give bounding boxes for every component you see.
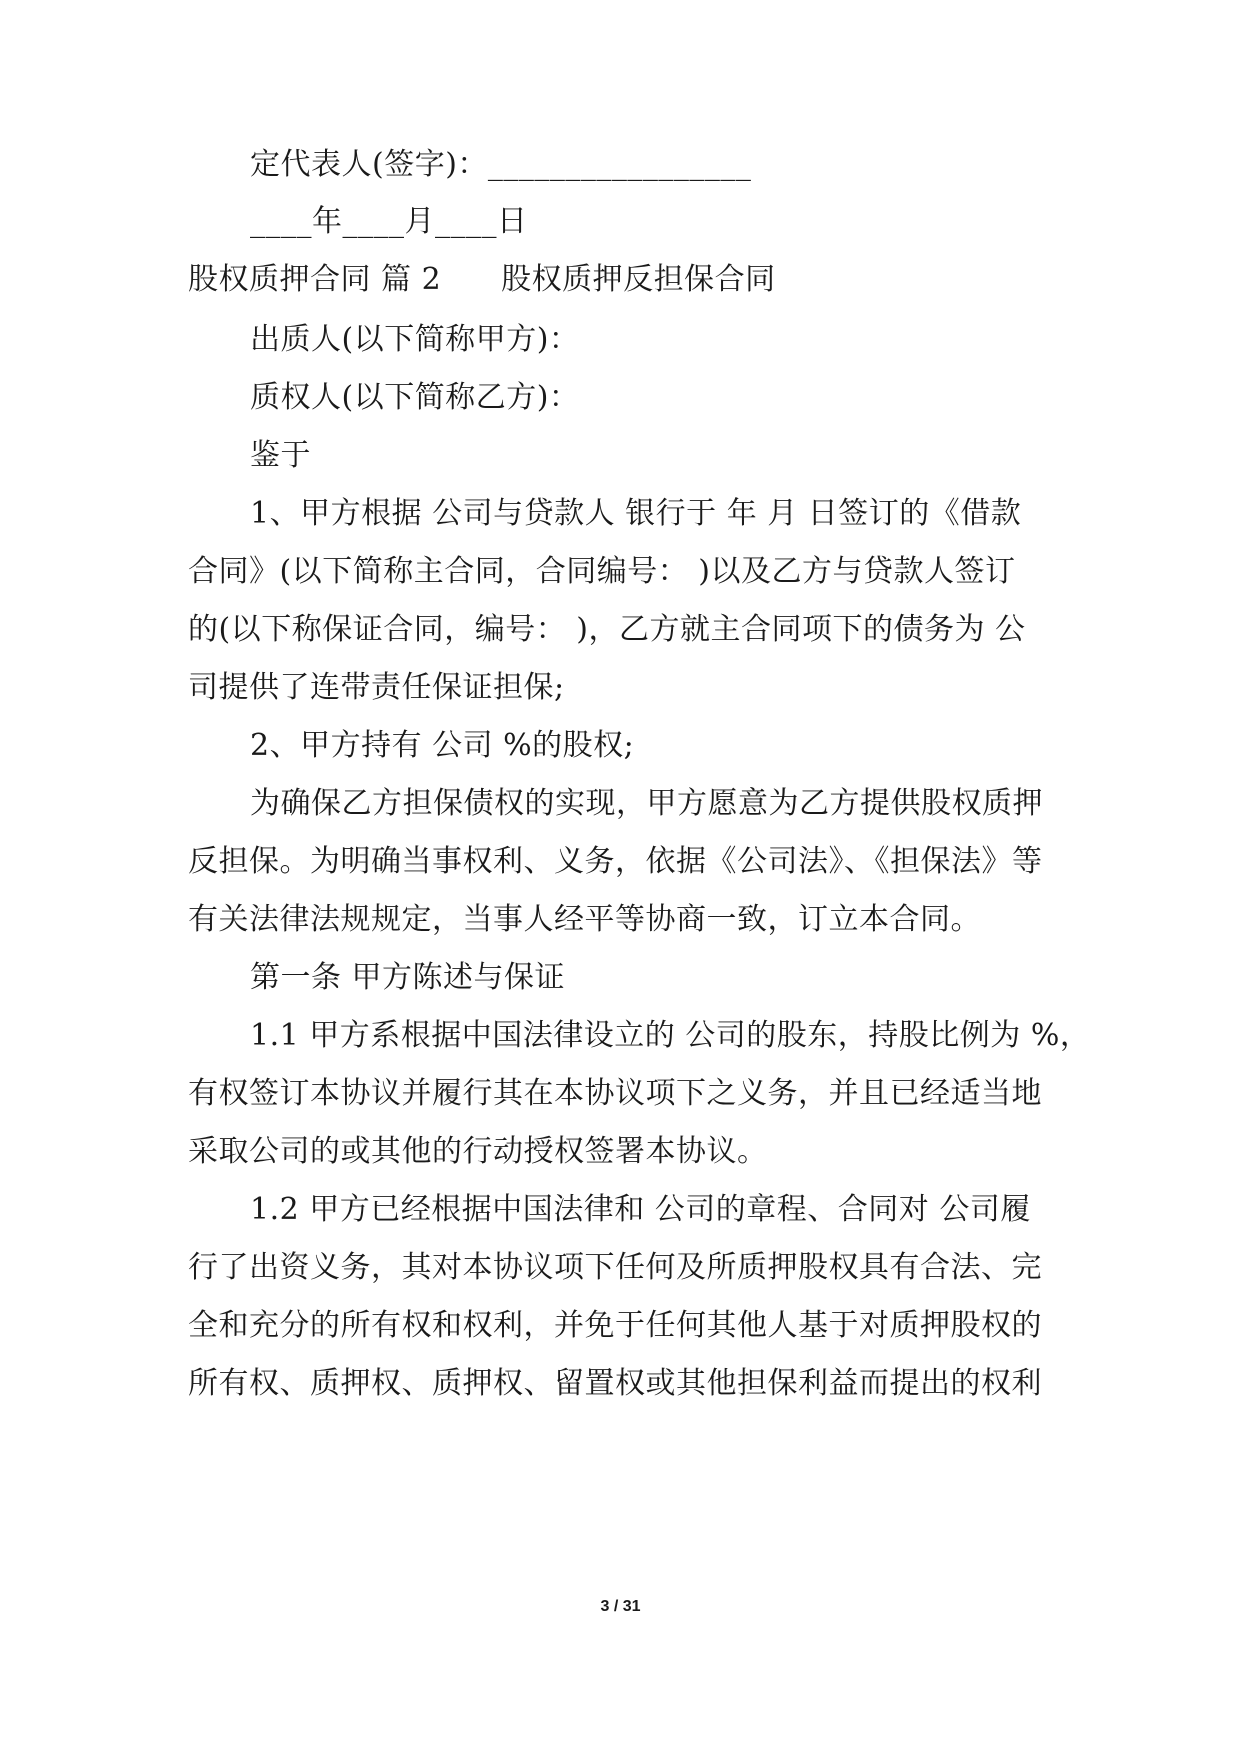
clause-1-line: 司提供了连带责任保证担保; <box>188 670 565 705</box>
title-line <box>188 260 776 300</box>
clause-1-line: 1、甲方根据 公司与贷款人 银行于 年 月 日签订的《借款 <box>250 496 1022 531</box>
purpose-line: 为确保乙方担保债权的实现，甲方愿意为乙方提供股权质押 <box>250 786 1043 821</box>
clause-2-line: 2、甲方持有 公司 %的股权; <box>250 728 635 763</box>
article-1-1-line: 有权签订本协议并履行其在本协议项下之义务，并且已经适当地 <box>188 1076 1042 1111</box>
whereas-heading: 鉴于 <box>250 438 311 473</box>
purpose-line: 有关法律法规规定，当事人经平等协商一致，订立本合同。 <box>188 902 981 937</box>
article-1-heading: 第一条 甲方陈述与保证 <box>250 960 566 995</box>
pledgor-line: 出质人(以下简称甲方)： <box>250 322 580 357</box>
page-number: 3 / 31 <box>600 1598 641 1615</box>
purpose-line: 反担保。为明确当事权利、义务，依据《公司法》、《担保法》等 <box>188 844 1043 879</box>
contract-title: 股权质押反担保合同 <box>501 262 776 297</box>
article-1-1-line: 1.1 甲方系根据中国法律设立的 公司的股东，持股比例为 %， <box>250 1018 1091 1053</box>
article-1-1-line: 采取公司的或其他的行动授权签署本协议。 <box>188 1134 768 1169</box>
pledgee-line: 质权人(以下简称乙方)： <box>250 380 580 415</box>
date-line: ____年____月____日 <box>250 204 528 239</box>
article-1-2-line: 全和充分的所有权和权利，并免于任何其他人基于对质押股权的 <box>188 1308 1042 1343</box>
article-1-2-line: 1.2 甲方已经根据中国法律和 公司的章程、合同对 公司履 <box>250 1192 1031 1227</box>
clause-1-line: 合同》(以下简称主合同，合同编号： )以及乙方与贷款人签订 <box>188 554 1016 589</box>
signature-line: 定代表人(签字)：_________________ <box>250 147 752 182</box>
clause-1-line: 的(以下称保证合同，编号： )，乙方就主合同项下的债务为 公 <box>188 612 1026 647</box>
section-title: 股权质押合同 篇 2 <box>188 262 442 297</box>
article-1-2-line: 所有权、质押权、质押权、留置权或其他担保利益而提出的权利 <box>188 1366 1042 1401</box>
article-1-2-line: 行了出资义务，其对本协议项下任何及所质押股权具有合法、完 <box>188 1250 1042 1285</box>
